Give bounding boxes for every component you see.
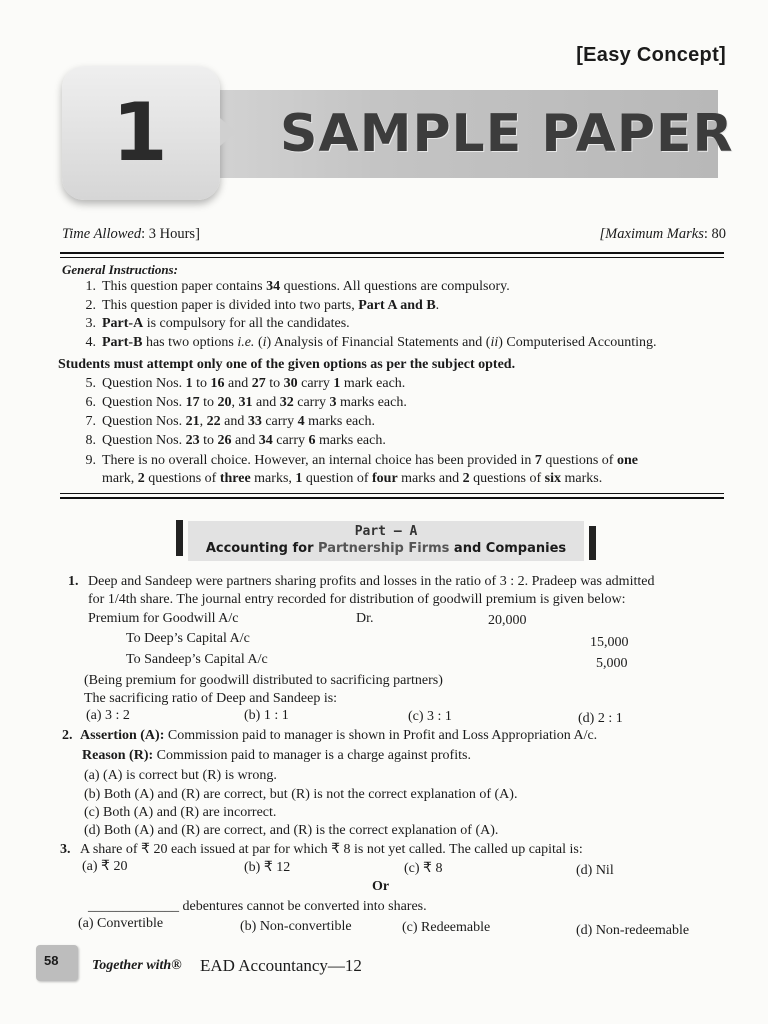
instruction-text: Question Nos. 17 to 20, 31 and 32 carry 3 marks each.: [102, 395, 407, 410]
option: (d) Nil: [576, 863, 614, 878]
option: (b) 1 : 1: [244, 708, 289, 723]
time-allowed: Time Allowed: 3 Hours]: [62, 226, 200, 242]
part-header-bar: [176, 520, 183, 556]
question-number: 1.: [68, 574, 79, 589]
instruction-number: 9.: [85, 453, 96, 468]
instruction-number: 2.: [85, 298, 96, 313]
part-subtitle: Accounting for Partnership Firms and Companies: [205, 541, 567, 556]
journal-narration: (Being premium for goodwill distributed to sacrificing partners): [84, 673, 443, 688]
banner-arrow-icon: [220, 118, 236, 146]
instruction-text: Question Nos. 23 to 26 and 34 carry 6 marks each.: [102, 433, 386, 448]
instruction-text: Students must attempt only one of the given options as per the subject opted.: [58, 357, 516, 372]
instruction-number: 5.: [85, 376, 96, 391]
instruction-number: 7.: [85, 414, 96, 429]
question-number: 3.: [60, 842, 71, 857]
option: (b) Non-convertible: [240, 919, 352, 934]
question-text: The sacrificing ratio of Deep and Sandeep is:: [84, 691, 338, 706]
instruction-item: [58, 356, 515, 375]
instruction-item: [74, 278, 510, 297]
paper-number: 1: [112, 86, 168, 179]
journal-dr: Dr.: [356, 611, 374, 626]
instruction-number: 8.: [85, 433, 96, 448]
journal-debit: Premium for Goodwill A/c: [88, 611, 239, 626]
option: (d) 2 : 1: [578, 711, 623, 726]
instructions-heading: General Instructions:: [62, 262, 178, 277]
maximum-marks: [Maximum Marks: 80: [599, 226, 726, 242]
question-number: 2.: [62, 728, 73, 743]
divider: [60, 252, 724, 254]
divider: [60, 493, 724, 494]
instruction-item: [74, 375, 405, 394]
option: (a) Convertible: [78, 916, 164, 931]
instruction-text: mark, 2 questions of three marks, 1 question of four marks and 2 questions of six marks.: [102, 471, 603, 486]
banner-title: SAMPLE PAPER: [280, 104, 734, 164]
instruction-item: [74, 394, 407, 413]
instruction-number: 4.: [85, 335, 96, 350]
journal-credit: To Sandeep’s Capital A/c: [126, 652, 268, 667]
or-label: Or: [372, 879, 390, 894]
instruction-item: [74, 432, 386, 451]
option: (c) Redeemable: [402, 920, 491, 935]
instruction-text: Question Nos. 1 to 16 and 27 to 30 carry 1 mark each.: [102, 376, 406, 391]
instruction-number: 1.: [85, 279, 96, 294]
option: (d) Both (A) and (R) are correct, and (R) is the correct explanation of (A).: [84, 823, 499, 838]
instruction-item: [74, 413, 375, 432]
book-title: EAD Accountancy—12: [200, 956, 362, 975]
instruction-item: [74, 297, 439, 316]
journal-credit: To Deep’s Capital A/c: [126, 631, 250, 646]
assertion: Assertion (A): Commission paid to manager is shown in Profit and Loss Appropriation A/c.: [80, 728, 598, 743]
reason: Reason (R): Commission paid to manager is a charge against profits.: [82, 748, 471, 763]
instruction-text: This question paper is divided into two parts, Part A and B.: [102, 298, 440, 313]
question-text: for 1/4th share. The journal entry recorded for distribution of goodwill premium is given below:: [88, 592, 626, 607]
journal-credit-amount: 5,000: [596, 656, 628, 671]
page-number: 58: [44, 953, 59, 968]
instruction-text: Part-A is compulsory for all the candidates.: [102, 316, 350, 331]
option: (c) ₹ 8: [404, 861, 443, 876]
question-text: A share of ₹ 20 each issued at par for which ₹ 8 is not yet called. The called up capital is:: [80, 842, 583, 857]
instruction-number: 3.: [85, 316, 96, 331]
part-header-bar: [589, 526, 596, 560]
journal-credit-amount: 15,000: [590, 635, 629, 650]
instruction-item: [74, 334, 657, 353]
option: (b) ₹ 12: [244, 860, 291, 875]
divider: [60, 257, 724, 258]
option: (d) Non-redeemable: [576, 923, 690, 938]
option: (b) Both (A) and (R) are correct, but (R) is not the correct explanation of (A).: [84, 787, 518, 802]
option: (a) ₹ 20: [82, 859, 128, 874]
brand-logo: Together with®: [92, 958, 182, 973]
instruction-item: [74, 452, 638, 471]
instruction-text: Question Nos. 21, 22 and 33 carry 4 marks each.: [102, 414, 375, 429]
instruction-text: This question paper contains 34 questions. All questions are compulsory.: [102, 279, 510, 294]
journal-amount: 20,000: [488, 613, 527, 628]
question-text: _____________ debentures cannot be converted into shares.: [88, 899, 427, 914]
option: (c) Both (A) and (R) are incorrect.: [84, 805, 277, 820]
difficulty-tag: [Easy Concept]: [576, 44, 726, 66]
option: (c) 3 : 1: [408, 709, 452, 724]
instruction-item: [74, 315, 350, 334]
instruction-number: 6.: [85, 395, 96, 410]
option: (a) 3 : 2: [86, 708, 130, 723]
option: (a) (A) is correct but (R) is wrong.: [84, 768, 277, 783]
divider: [60, 497, 724, 499]
part-label: Part – A: [354, 524, 418, 539]
instruction-text: Part-B has two options i.e. (i) Analysis of Financial Statements and (ii) Computerised Accounting.: [102, 335, 657, 350]
question-text: Deep and Sandeep were partners sharing profits and losses in the ratio of 3 : 2. Pradeep was admitted: [88, 574, 655, 589]
instruction-text: There is no overall choice. However, an internal choice has been provided in 7 questions of one: [102, 453, 638, 468]
instruction-item: [102, 470, 602, 489]
